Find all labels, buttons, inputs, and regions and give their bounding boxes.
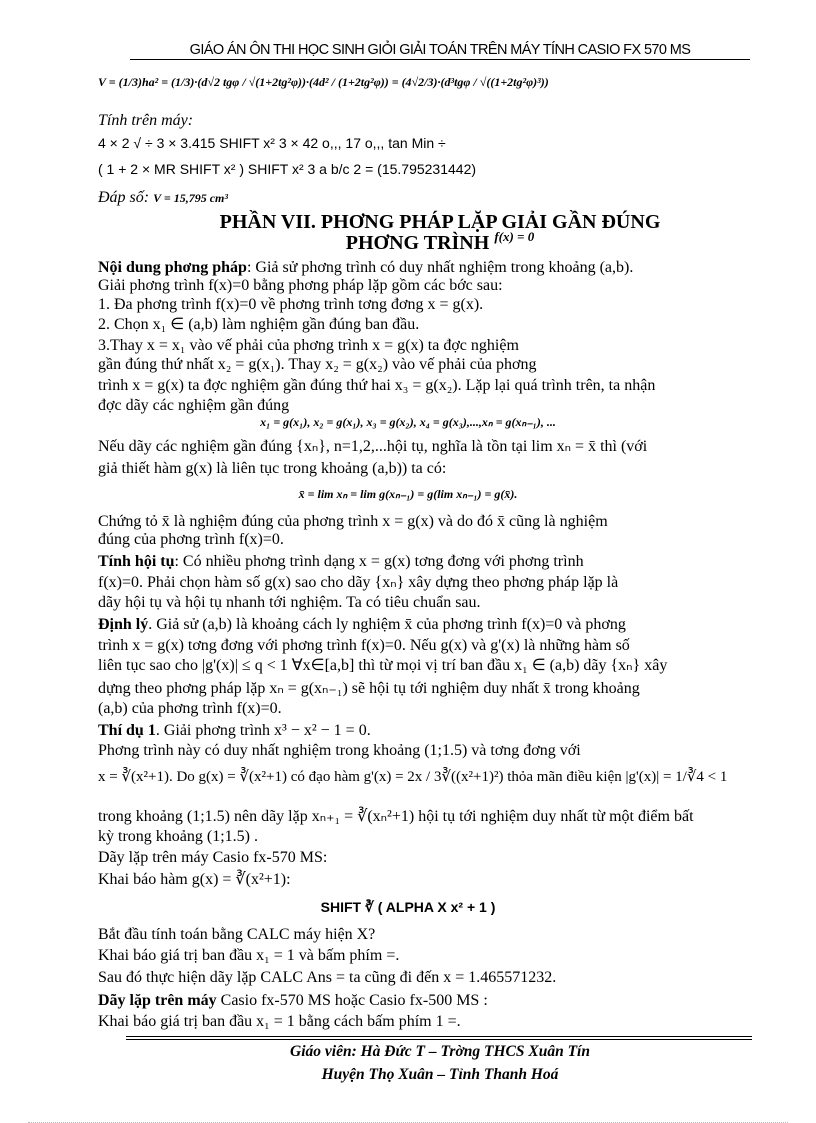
body-line: dựng theo phơng pháp lặp xₙ = g(xₙ₋₁) sẽ hội tụ tới nghiệm duy nhất x̄ trong khoảng bbox=[98, 680, 640, 697]
body-line: Thí dụ 1. Giải phơng trình x³ − x² − 1 = 0. bbox=[98, 722, 371, 739]
body-line: Tính hội tụ: Có nhiều phơng trình dạng x = g(x) tơng đơng với phơng trình bbox=[98, 553, 584, 570]
footer-rule bbox=[126, 1036, 752, 1037]
body-line: 2. Chọn x₁ ∈ (a,b) làm nghiệm gần đúng ban đầu. bbox=[98, 316, 420, 333]
calc-label: Tính trên máy: bbox=[98, 112, 194, 129]
body-line: Bắt đầu tính toán bằng CALC máy hiện X? bbox=[98, 926, 376, 943]
body-line: Khai báo giá trị ban đầu x₁ = 1 và bấm phím =. bbox=[98, 947, 400, 964]
body-line: kỳ trong khoảng (1;1.5) . bbox=[98, 828, 258, 845]
footer-rule-2 bbox=[126, 1039, 752, 1040]
page-header: GIÁO ÁN ÔN THI HỌC SINH GIỎI GIẢI TOÁN TRÊN MÁY TÍNH CASIO FX 570 MS bbox=[130, 42, 750, 60]
body-line: Dãy lặp trên máy Casio fx-570 MS: bbox=[98, 849, 328, 866]
body-line: Sau đó thực hiện dãy lặp CALC Ans = ta cũng đi đến x = 1.465571232. bbox=[98, 969, 557, 986]
body-line: x₁ = g(x₁), x₂ = g(x₁), x₃ = g(x₂), x₄ = g(x₃),...,xₙ = g(xₙ₋₁), ... bbox=[260, 415, 556, 429]
answer-label: Đáp số: bbox=[98, 189, 150, 206]
body-line: đợc dãy các nghiệm gần đúng bbox=[98, 397, 290, 414]
body-line: trong khoảng (1;1.5) nên dãy lặp xₙ₊₁ = ∛(xₙ²+1) hội tụ tới nghiệm duy nhất từ một điểm bất bbox=[98, 808, 694, 825]
body-line: Giải phơng trình f(x)=0 bằng phơng pháp lặp gồm các bớc sau: bbox=[98, 277, 503, 294]
footer-line-2: Huyện Thọ Xuân – Tỉnh Thanh Hoá bbox=[321, 1066, 559, 1083]
body-line: trình x = g(x) tơng đơng với phơng trình f(x)=0. Nếu g(x) và g'(x) là những hàm số bbox=[98, 637, 630, 654]
body-line: f(x)=0. Phải chọn hàm số g(x) sao cho dãy {xₙ} xây dựng theo phơng pháp lặp là bbox=[98, 574, 619, 591]
body-line: Nội dung phơng pháp: Giả sử phơng trình có duy nhất nghiệm trong khoảng (a,b). bbox=[98, 259, 634, 276]
section-title-line1: PHẦN VII. PHƠNG PHÁP LẶP GIẢI GẦN ĐÚNG bbox=[219, 211, 661, 233]
body-line: x̄ = lim xₙ = lim g(xₙ₋₁) = g(lim xₙ₋₁) = g(x̄). bbox=[298, 487, 518, 501]
body-line: 1. Đa phơng trình f(x)=0 về phơng trình tơng đơng x = g(x). bbox=[98, 296, 484, 313]
body-line: Phơng trình này có duy nhất nghiệm trong khoảng (1;1.5) và tơng đơng với bbox=[98, 742, 581, 759]
body-line: SHIFT ∛ ( ALPHA X x² + 1 ) bbox=[320, 899, 496, 915]
key-sequence-1: 4 × 2 √ ÷ 3 × 3.415 SHIFT x² 3 × 42 o,,, 17 o,,, tan Min ÷ bbox=[98, 135, 446, 151]
body-line: (a,b) của phơng trình f(x)=0. bbox=[98, 700, 282, 717]
body-line: giả thiết hàm g(x) là liên tục trong khoảng (a,b)) ta có: bbox=[98, 460, 447, 477]
body-line: trình x = g(x) ta đợc nghiệm gần đúng thứ hai x₃ = g(x₂). Lặp lại quá trình trên, ta nhận bbox=[98, 377, 656, 394]
body-line: Khai báo giá trị ban đầu x₁ = 1 bằng cách bấm phím 1 =. bbox=[98, 1013, 461, 1030]
body-line: dãy hội tụ và hội tụ nhanh tới nghiệm. Ta có tiêu chuẩn sau. bbox=[98, 594, 481, 611]
body-line: 3.Thay x = x₁ vào vế phải của phơng trình x = g(x) ta đợc nghiệm bbox=[98, 337, 519, 354]
body-line: Dãy lặp trên máy Casio fx-570 MS hoặc Casio fx-500 MS : bbox=[98, 992, 488, 1009]
key-sequence-2: ( 1 + 2 × MR SHIFT x² ) SHIFT x² 3 a b/c 2 = (15.795231442) bbox=[98, 161, 477, 177]
body-line: Chứng tỏ x̄ là nghiệm đúng của phơng trình x = g(x) và do đó x̄ cũng là nghiệm bbox=[98, 513, 608, 530]
section-title-line2: PHƠNG TRÌNH $^{f(x) = 0}$ bbox=[345, 229, 535, 254]
answer-line bbox=[98, 189, 228, 207]
body-line: liên tục sao cho |g'(x)| ≤ q < 1 ∀x∈[a,b] thì từ mọi vị trí ban đầu x₁ ∈ (a,b) dãy {xₙ} xây bbox=[98, 657, 668, 674]
body-line: x = ∛(x²+1). Do g(x) = ∛(x²+1) có đạo hàm g'(x) = 2x / 3∛((x²+1)²) thỏa mãn điều kiện |g'(x)| = 1/∛4 < 1 bbox=[98, 769, 728, 785]
section-equation: f(x) = 0 bbox=[494, 229, 535, 244]
footer-line-1: Giáo viên: Hà Đức T – Trờng THCS Xuân Tín bbox=[290, 1043, 590, 1060]
body-line: gần đúng thứ nhất x₂ = g(x₁). Thay x₂ = g(x₂) vào vế phải của phơng bbox=[98, 356, 537, 373]
body-line: Định lý. Giả sử (a,b) là khoảng cách ly nghiệm x̄ của phơng trình f(x)=0 và phơng bbox=[98, 616, 626, 633]
volume-formula: V = (1/3)ha² = (1/3)·(d√2 tgφ / √(1+2tg²φ))·(4d² / (1+2tg²φ)) = (4√2/3)·(d³tgφ / √((1+2tg²φ)³)) bbox=[98, 75, 549, 89]
body-line: đúng của phơng trình f(x)=0. bbox=[98, 531, 284, 548]
answer-value: V = 15,795 cm³ bbox=[153, 191, 228, 205]
body-line: Nếu dãy các nghiệm gần đúng {xₙ}, n=1,2,...hội tụ, nghĩa là tồn tại lim xₙ = x̄ thì (với bbox=[98, 438, 648, 455]
body-line: Khai báo hàm g(x) = ∛(x²+1): bbox=[98, 871, 291, 888]
